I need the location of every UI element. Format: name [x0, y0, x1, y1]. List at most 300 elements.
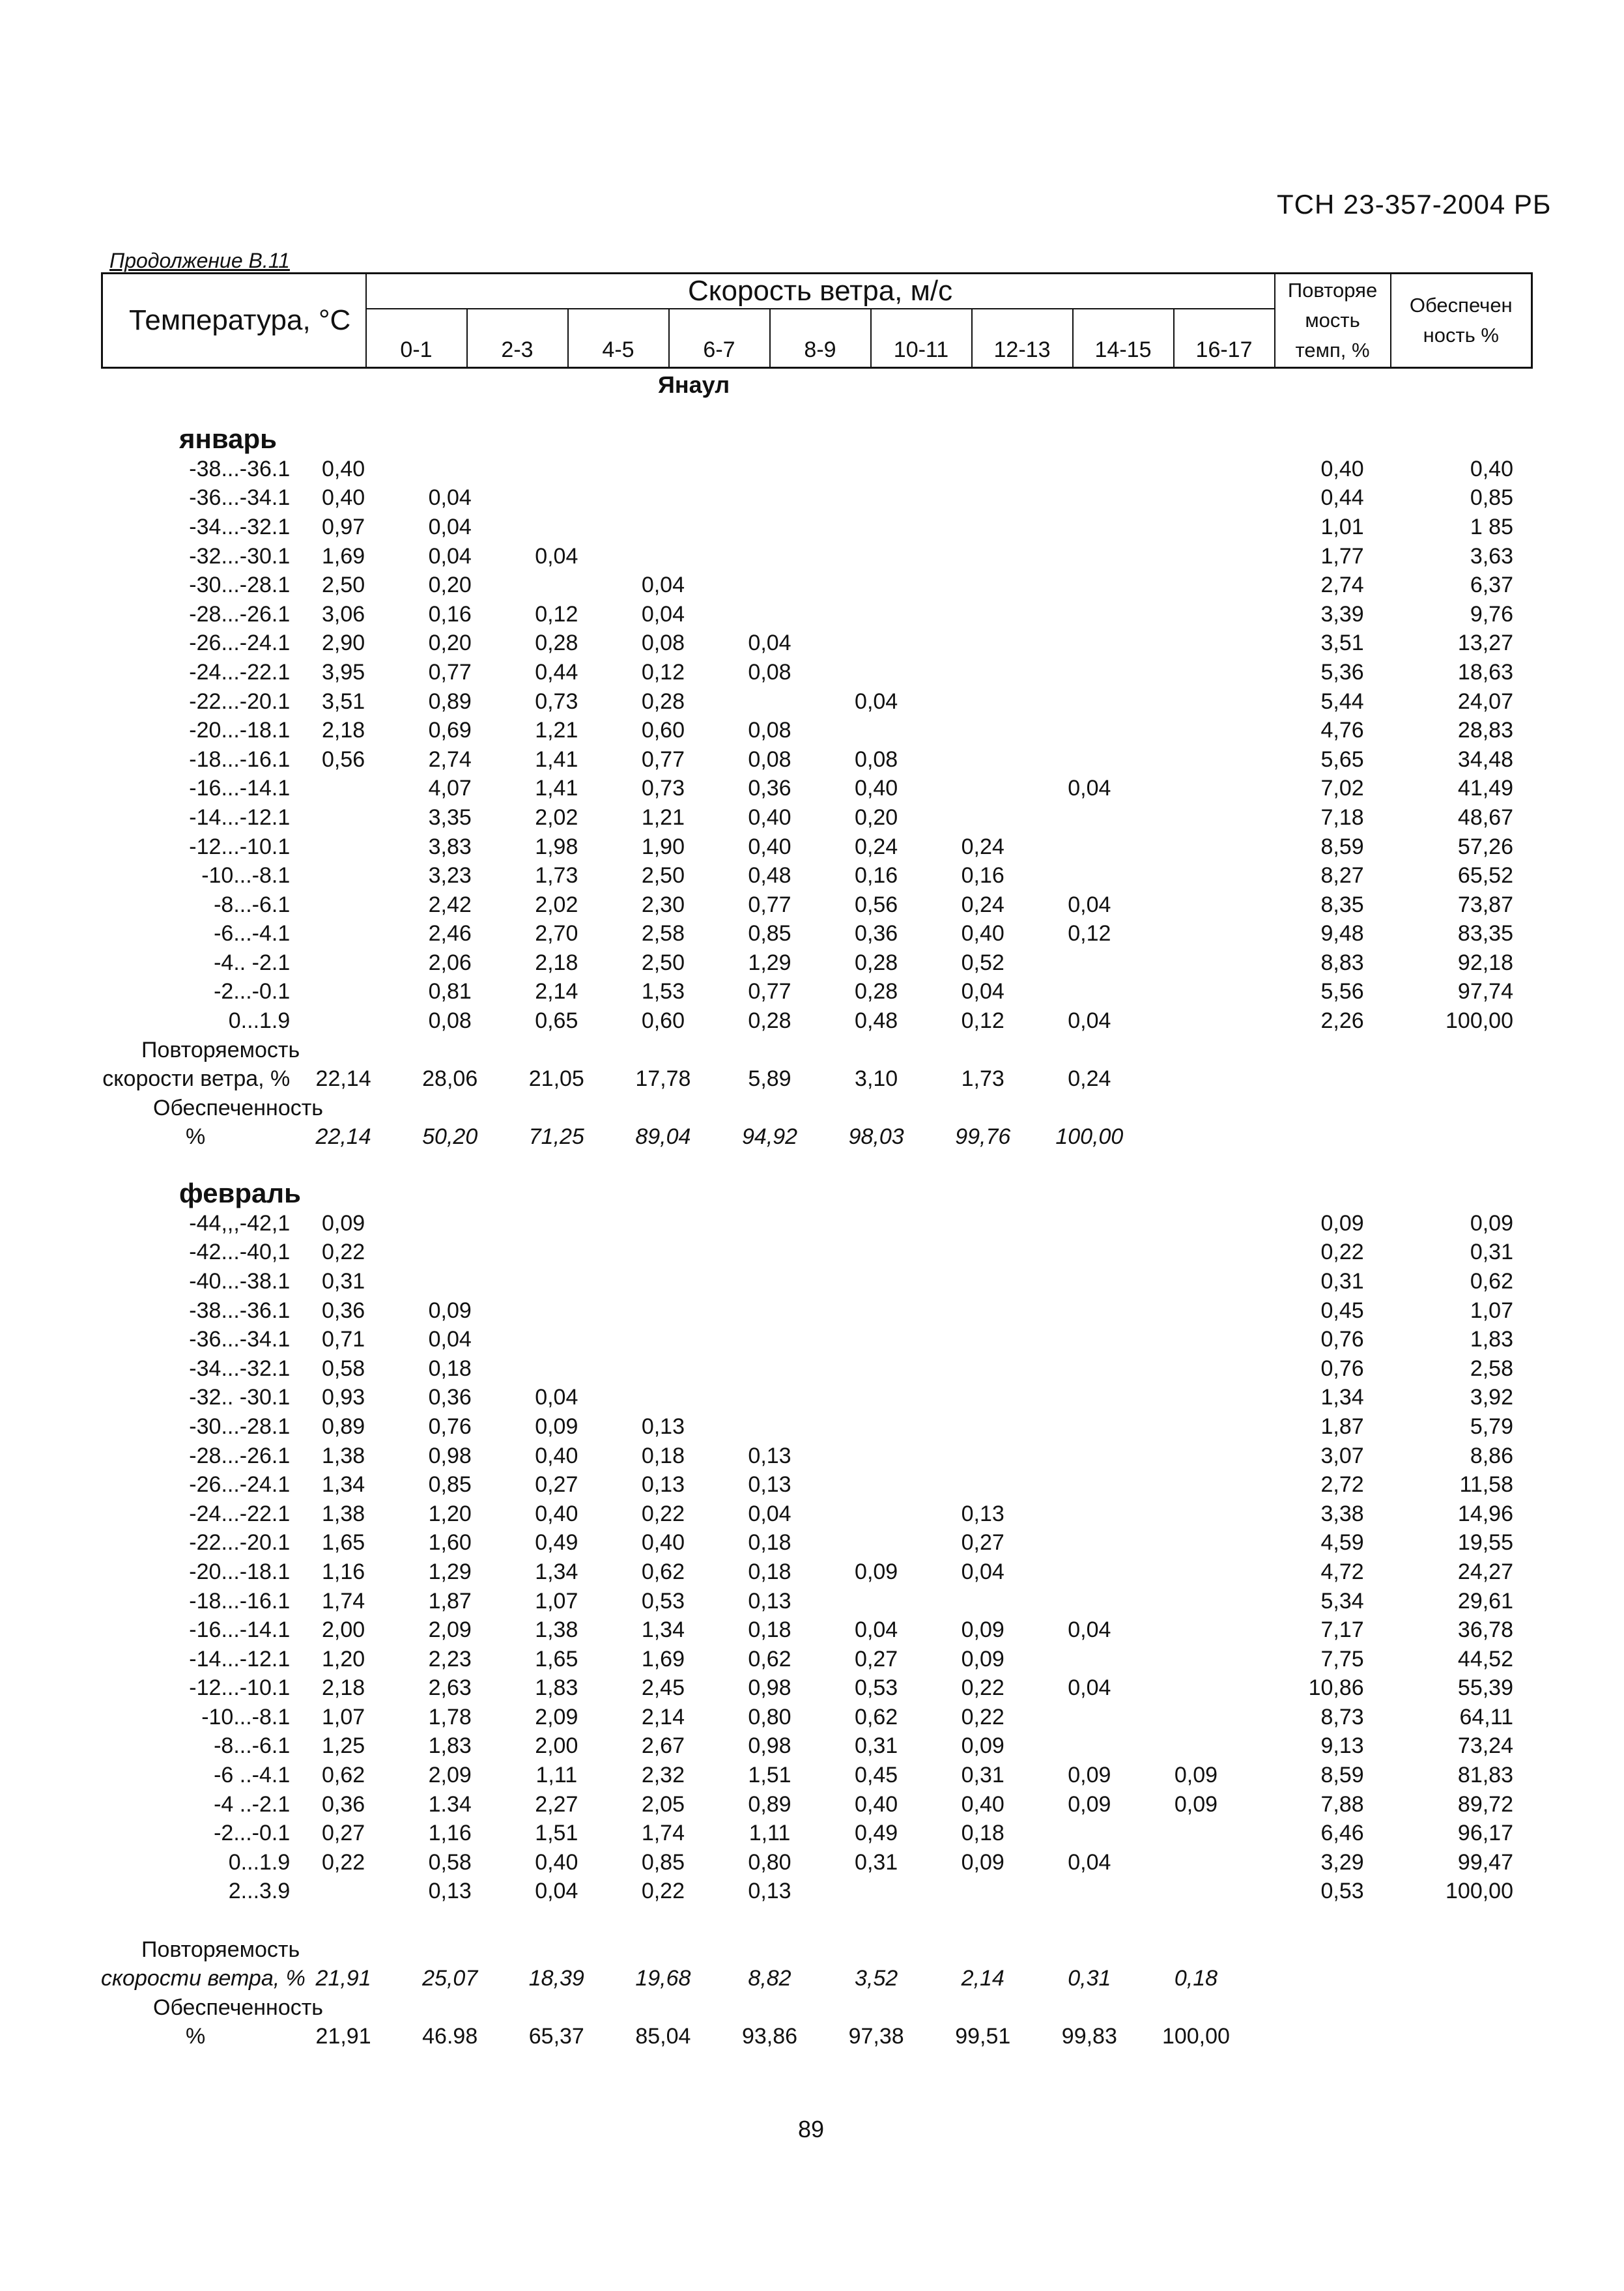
frequency-cell	[1143, 658, 1249, 687]
recurrence-summary-row	[101, 1964, 1521, 1993]
frequency-cell	[823, 1325, 930, 1354]
frequency-cell: 0,52	[961, 950, 1004, 975]
frequency-cell: 2,14	[535, 979, 578, 1004]
frequency-cell	[1143, 1442, 1249, 1471]
frequency-cell	[1143, 716, 1249, 745]
frequency-cell: 2,90	[321, 631, 365, 656]
recurrence-cell: 9,13	[1320, 1733, 1364, 1759]
speed-column-header: 6-7	[669, 309, 770, 367]
frequency-cell	[1143, 1267, 1249, 1296]
frequency-cell: 0,04	[428, 543, 472, 569]
frequency-cell	[1036, 1732, 1143, 1761]
temperature-range: -8...-6.1	[214, 892, 291, 917]
frequency-cell: 0,36	[428, 1385, 472, 1410]
recurrence-cell: 0,44	[1320, 485, 1364, 511]
recurrence-cell: 5,65	[1320, 747, 1364, 772]
frequency-cell: 2,30	[641, 892, 685, 917]
recurrence-summary-cell: 5,89	[748, 1066, 791, 1092]
temperature-range: -10...-8.1	[201, 863, 291, 889]
table-row	[101, 1238, 1521, 1268]
frequency-cell	[397, 1209, 504, 1238]
frequency-cell	[717, 571, 823, 600]
frequency-cell	[823, 629, 930, 659]
frequency-cell: 2,02	[535, 804, 578, 830]
frequency-cell	[1143, 1354, 1249, 1384]
table-row	[101, 1384, 1521, 1413]
frequency-cell: 0,13	[641, 1472, 685, 1498]
empty-cell	[1249, 1964, 1372, 1993]
frequency-cell	[610, 513, 717, 542]
frequency-cell	[1143, 1500, 1249, 1529]
frequency-cell: 0,22	[321, 1849, 365, 1875]
supply-summary-label: %	[186, 1124, 206, 1150]
frequency-cell: 0,24	[961, 834, 1004, 859]
frequency-cell: 2,09	[428, 1763, 472, 1788]
supply-summary-cell: 93,86	[741, 2024, 798, 2049]
supply-cell: 65,52	[1457, 863, 1513, 889]
frequency-cell: 0,40	[961, 921, 1004, 946]
frequency-cell	[290, 1877, 397, 1907]
speed-column-header: 10-11	[871, 309, 972, 367]
frequency-cell: 1,60	[428, 1530, 472, 1556]
supply-cell: 97,74	[1457, 979, 1513, 1004]
frequency-cell	[1143, 1006, 1249, 1036]
frequency-cell: 0,04	[535, 1385, 578, 1410]
frequency-cell: 2,23	[428, 1646, 472, 1672]
frequency-cell: 0,08	[428, 1008, 472, 1034]
frequency-cell: 0,27	[855, 1646, 898, 1672]
recurrence-cell: 8,27	[1320, 863, 1364, 889]
supply-summary-label: Обеспеченность	[153, 1095, 324, 1120]
frequency-cell	[1143, 1732, 1249, 1761]
january-table	[101, 423, 1521, 1152]
frequency-cell	[930, 1296, 1036, 1326]
table-row	[101, 455, 1521, 484]
recurrence-summary-cell: 21,91	[315, 1966, 371, 1991]
frequency-cell: 0,27	[321, 1821, 365, 1846]
table-row	[101, 1558, 1521, 1587]
frequency-cell	[397, 1238, 504, 1268]
frequency-cell: 1,34	[641, 1617, 685, 1643]
supply-cell: 81,83	[1457, 1763, 1513, 1788]
supply-cell: 0,09	[1470, 1210, 1513, 1236]
frequency-cell	[823, 542, 930, 571]
frequency-cell: 0,28	[748, 1008, 791, 1034]
supply-cell: 0,62	[1470, 1268, 1513, 1294]
frequency-cell: 0,09	[855, 1559, 898, 1584]
supply-cell: 44,52	[1457, 1646, 1513, 1672]
temperature-range: -32.. -30.1	[189, 1385, 291, 1410]
frequency-cell	[1143, 832, 1249, 862]
frequency-cell	[610, 1325, 717, 1354]
frequency-cell	[717, 1296, 823, 1326]
frequency-cell	[290, 1006, 397, 1036]
supply-summary-cell	[1143, 1123, 1249, 1152]
temperature-range: 0...1.9	[228, 1008, 291, 1034]
frequency-cell	[1036, 1384, 1143, 1413]
frequency-cell: 0,22	[641, 1501, 685, 1526]
month-title: январь	[179, 423, 277, 454]
frequency-cell	[930, 1354, 1036, 1384]
empty-cell	[1249, 1123, 1372, 1152]
frequency-cell: 0,40	[535, 1443, 578, 1468]
frequency-cell: 0,97	[321, 514, 365, 539]
frequency-cell: 2,14	[641, 1704, 685, 1729]
frequency-cell	[1143, 1674, 1249, 1703]
frequency-cell: 1,38	[321, 1501, 365, 1526]
temperature-range: -26...-24.1	[189, 631, 291, 656]
frequency-cell	[290, 861, 397, 890]
table-row	[101, 1645, 1521, 1674]
frequency-cell: 0,04	[1068, 776, 1111, 801]
recurrence-summary-cell: 28,06	[422, 1066, 478, 1092]
frequency-cell: 0,49	[535, 1530, 578, 1556]
frequency-cell: 0,08	[748, 659, 791, 685]
temperature-range: -8...-6.1	[214, 1733, 291, 1759]
temperature-range: -6...-4.1	[214, 921, 291, 946]
frequency-cell: 0,18	[641, 1443, 685, 1468]
table-row	[101, 1267, 1521, 1296]
frequency-cell: 0,16	[428, 601, 472, 627]
frequency-cell: 0,28	[535, 631, 578, 656]
frequency-cell: 1,65	[535, 1646, 578, 1672]
temperature-range: -32...-30.1	[189, 543, 291, 569]
frequency-cell	[717, 1384, 823, 1413]
frequency-cell: 1,21	[535, 718, 578, 743]
frequency-cell	[823, 716, 930, 745]
supply-cell: 11,58	[1459, 1472, 1513, 1498]
recurrence-summary-cell: 3,10	[855, 1066, 898, 1092]
supply-summary-row	[101, 1123, 1521, 1152]
frequency-cell: 0,24	[961, 892, 1004, 917]
frequency-cell	[823, 1267, 930, 1296]
recurrence-cell: 0,40	[1320, 456, 1364, 481]
frequency-cell: 1,90	[641, 834, 685, 859]
table-row	[101, 1354, 1521, 1384]
table-row	[101, 745, 1521, 775]
frequency-cell	[1143, 1296, 1249, 1326]
frequency-cell	[930, 803, 1036, 832]
frequency-cell: 0,13	[748, 1879, 791, 1904]
frequency-cell	[1143, 1877, 1249, 1907]
frequency-cell	[1143, 1470, 1249, 1500]
table-row	[101, 1848, 1521, 1877]
recurrence-cell: 0,53	[1320, 1879, 1364, 1904]
frequency-cell: 0,09	[1068, 1763, 1111, 1788]
frequency-cell	[1036, 861, 1143, 890]
frequency-cell: 2,45	[641, 1675, 685, 1701]
frequency-cell	[823, 1587, 930, 1616]
frequency-cell: 0,85	[428, 1472, 472, 1498]
supply-cell: 14,96	[1457, 1501, 1513, 1526]
table-row	[101, 658, 1521, 687]
frequency-cell: 0,04	[1068, 1675, 1111, 1701]
frequency-cell	[1036, 1558, 1143, 1587]
frequency-cell: 0,28	[641, 689, 685, 714]
recurrence-header: Повторяе мость темп, %	[1275, 274, 1391, 368]
frequency-cell	[1036, 658, 1143, 687]
frequency-cell	[717, 455, 823, 484]
frequency-cell: 0,22	[961, 1675, 1004, 1701]
frequency-cell	[1036, 687, 1143, 717]
frequency-cell: 2,63	[428, 1675, 472, 1701]
table-row	[101, 484, 1521, 513]
frequency-cell: 2,70	[535, 921, 578, 946]
frequency-cell: 0,31	[855, 1733, 898, 1759]
recurrence-summary-cell: 25,07	[422, 1966, 478, 1991]
frequency-cell: 2,50	[641, 950, 685, 975]
table-row	[101, 542, 1521, 571]
temperature-range: -36...-34.1	[189, 1327, 291, 1352]
supply-summary-label: Обеспеченность	[153, 1995, 324, 2020]
frequency-cell	[1036, 1442, 1143, 1471]
temperature-range: -4 ..-2.1	[214, 1791, 291, 1817]
recurrence-summary-cell: 21,05	[528, 1066, 584, 1092]
table-row	[101, 1674, 1521, 1703]
recurrence-summary-cell: 0,31	[1068, 1966, 1111, 1991]
frequency-cell: 0,93	[321, 1385, 365, 1410]
supply-summary-cell: 98,03	[848, 1124, 904, 1150]
frequency-cell: 1,16	[321, 1559, 365, 1584]
temperature-range: -20...-18.1	[189, 1559, 291, 1584]
frequency-cell: 0,73	[535, 689, 578, 714]
frequency-cell	[397, 455, 504, 484]
supply-summary-cell: 21,91	[315, 2024, 371, 2049]
temperature-range: -14...-12.1	[189, 804, 291, 830]
supply-summary-cell: 99,76	[955, 1124, 1011, 1150]
temperature-range: 2...3.9	[228, 1879, 291, 1904]
frequency-cell: 0,28	[855, 950, 898, 975]
frequency-cell	[1143, 1703, 1249, 1732]
frequency-cell: 0,77	[748, 979, 791, 1004]
table-row	[101, 1587, 1521, 1616]
supply-cell: 34,48	[1457, 747, 1513, 772]
supply-cell: 2,58	[1470, 1356, 1513, 1381]
recurrence-cell: 8,83	[1320, 950, 1364, 975]
table-row	[101, 1761, 1521, 1790]
supply-cell: 36,78	[1457, 1617, 1513, 1643]
recurrence-cell: 6,46	[1320, 1821, 1364, 1846]
supply-summary-cell: 46.98	[422, 2024, 478, 2049]
frequency-cell: 0,89	[748, 1791, 791, 1817]
frequency-cell: 0,13	[748, 1472, 791, 1498]
table-row	[101, 1703, 1521, 1732]
temperature-range: -36...-34.1	[189, 485, 291, 511]
supply-summary-cell: 50,20	[422, 1124, 478, 1150]
frequency-cell	[823, 1238, 930, 1268]
frequency-cell	[1036, 1819, 1143, 1848]
frequency-cell: 0,12	[535, 601, 578, 627]
frequency-cell: 0,08	[855, 747, 898, 772]
frequency-cell: 0,13	[961, 1501, 1004, 1526]
frequency-cell: 1,21	[641, 804, 685, 830]
recurrence-summary-label: Повторяемость	[141, 1937, 300, 1962]
frequency-cell: 0,31	[855, 1849, 898, 1875]
frequency-cell: 0,04	[855, 1617, 898, 1643]
frequency-cell: 0,22	[961, 1704, 1004, 1729]
frequency-cell: 1,74	[641, 1821, 685, 1846]
speed-column-header: 4-5	[568, 309, 669, 367]
supply-summary-cell: 100,00	[1055, 1124, 1124, 1150]
frequency-cell	[1143, 513, 1249, 542]
frequency-cell: 0,13	[748, 1443, 791, 1468]
frequency-cell	[1143, 1529, 1249, 1558]
frequency-cell: 2,50	[641, 863, 685, 889]
supply-cell: 24,07	[1457, 689, 1513, 714]
document-code: ТСН 23-357-2004 РБ	[1277, 189, 1552, 220]
frequency-cell	[1143, 455, 1249, 484]
frequency-cell: 0,12	[961, 1008, 1004, 1034]
table-row	[101, 1412, 1521, 1442]
frequency-cell	[1036, 716, 1143, 745]
recurrence-summary-label: скорости ветра, %	[102, 1066, 291, 1092]
frequency-cell: 0,80	[748, 1849, 791, 1875]
frequency-cell: 0,44	[535, 659, 578, 685]
supply-cell: 5,79	[1470, 1414, 1513, 1439]
frequency-cell	[1036, 1296, 1143, 1326]
frequency-cell: 0,31	[961, 1763, 1004, 1788]
frequency-cell: 0,53	[855, 1675, 898, 1701]
frequency-cell	[504, 455, 610, 484]
recurrence-cell: 7,17	[1320, 1617, 1364, 1643]
recurrence-summary-cell: 17,78	[635, 1066, 691, 1092]
frequency-cell: 0,58	[321, 1356, 365, 1381]
frequency-cell	[290, 890, 397, 920]
frequency-cell: 0,77	[641, 747, 685, 772]
frequency-cell: 0,04	[1068, 892, 1111, 917]
recurrence-cell: 1,77	[1320, 543, 1364, 569]
table-row	[101, 513, 1521, 542]
frequency-cell: 2,06	[428, 950, 472, 975]
frequency-cell: 0,60	[641, 718, 685, 743]
frequency-cell	[823, 1470, 930, 1500]
frequency-cell	[1036, 1703, 1143, 1732]
recurrence-cell: 3,51	[1320, 631, 1364, 656]
frequency-cell	[930, 571, 1036, 600]
temperature-range: -14...-12.1	[189, 1646, 291, 1672]
recurrence-cell: 7,88	[1320, 1791, 1364, 1817]
recurrence-cell: 2,26	[1320, 1008, 1364, 1034]
recurrence-cell: 3,39	[1320, 601, 1364, 627]
empty-cell	[1372, 2023, 1521, 2052]
frequency-cell: 0,09	[1174, 1763, 1218, 1788]
frequency-cell: 0,60	[641, 1008, 685, 1034]
recurrence-cell: 7,18	[1320, 804, 1364, 830]
frequency-cell: 0,18	[748, 1559, 791, 1584]
frequency-cell	[1036, 1877, 1143, 1907]
frequency-cell: 0,04	[961, 1559, 1004, 1584]
frequency-cell: 0,40	[855, 1791, 898, 1817]
frequency-cell: 2,58	[641, 921, 685, 946]
temperature-range: -18...-16.1	[189, 1588, 291, 1614]
frequency-cell	[504, 1209, 610, 1238]
frequency-cell: 0,40	[321, 485, 365, 511]
frequency-cell: 0,45	[855, 1763, 898, 1788]
frequency-cell	[930, 1325, 1036, 1354]
recurrence-cell: 0,76	[1320, 1327, 1364, 1352]
wind-speed-header: Скорость ветра, м/с	[366, 274, 1275, 309]
frequency-cell	[610, 1296, 717, 1326]
frequency-cell: 0,36	[748, 776, 791, 801]
frequency-cell	[610, 1354, 717, 1384]
supply-cell: 99,47	[1457, 1849, 1513, 1875]
frequency-cell	[504, 1296, 610, 1326]
frequency-cell: 0,36	[321, 1298, 365, 1323]
table-row	[101, 1877, 1521, 1907]
spacer	[101, 1906, 1521, 1935]
frequency-cell	[290, 948, 397, 978]
frequency-cell: 0,36	[855, 921, 898, 946]
frequency-cell: 0,09	[961, 1849, 1004, 1875]
temperature-range: -30...-28.1	[189, 1414, 291, 1439]
frequency-cell: 0,27	[535, 1472, 578, 1498]
supply-cell: 0,31	[1470, 1240, 1513, 1265]
frequency-cell	[930, 1267, 1036, 1296]
frequency-cell	[930, 1587, 1036, 1616]
recurrence-cell: 5,36	[1320, 659, 1364, 685]
frequency-cell: 0,08	[641, 631, 685, 656]
frequency-cell	[1143, 1558, 1249, 1587]
frequency-cell: 0,13	[641, 1414, 685, 1439]
frequency-cell: 1,29	[748, 950, 791, 975]
recurrence-cell: 4,72	[1320, 1559, 1364, 1584]
frequency-cell	[930, 775, 1036, 804]
frequency-cell: 0,04	[1068, 1008, 1111, 1034]
frequency-cell: 0,80	[748, 1704, 791, 1729]
frequency-cell	[504, 1325, 610, 1354]
frequency-cell	[1143, 1587, 1249, 1616]
frequency-cell	[717, 1238, 823, 1268]
frequency-cell: 0,09	[535, 1414, 578, 1439]
frequency-cell	[1143, 1412, 1249, 1442]
frequency-cell: 2,46	[428, 921, 472, 946]
supply-cell: 89,72	[1457, 1791, 1513, 1817]
temperature-range: -20...-18.1	[189, 718, 291, 743]
frequency-cell	[1143, 1848, 1249, 1877]
supply-cell: 3,92	[1470, 1385, 1513, 1410]
frequency-cell	[1036, 542, 1143, 571]
frequency-cell: 0,27	[961, 1530, 1004, 1556]
frequency-cell: 0,53	[641, 1588, 685, 1614]
february-table	[101, 1178, 1521, 2051]
frequency-cell	[1036, 1470, 1143, 1500]
table-row	[101, 1470, 1521, 1500]
recurrence-cell: 7,02	[1320, 776, 1364, 801]
frequency-cell	[1143, 803, 1249, 832]
frequency-cell: 0,98	[748, 1733, 791, 1759]
frequency-cell: 0,04	[428, 514, 472, 539]
temperature-range: -34...-32.1	[189, 514, 291, 539]
supply-summary-cell: 71,25	[528, 1124, 584, 1150]
frequency-cell: 0,09	[961, 1733, 1004, 1759]
frequency-cell	[1143, 920, 1249, 949]
frequency-cell	[930, 513, 1036, 542]
frequency-cell: 2,00	[321, 1617, 365, 1643]
recurrence-summary-cell: 3,52	[855, 1966, 898, 1991]
frequency-cell	[1143, 1645, 1249, 1674]
frequency-cell: 2,42	[428, 892, 472, 917]
recurrence-summary-cell: 1,73	[961, 1066, 1004, 1092]
frequency-cell	[1036, 803, 1143, 832]
month-title: февраль	[179, 1178, 301, 1208]
frequency-cell: 0,56	[855, 892, 898, 917]
frequency-cell	[504, 1238, 610, 1268]
frequency-cell: 0,13	[428, 1879, 472, 1904]
frequency-cell	[1143, 745, 1249, 775]
frequency-cell: 0,08	[748, 747, 791, 772]
frequency-cell: 0,31	[321, 1268, 365, 1294]
frequency-cell: 0,36	[321, 1791, 365, 1817]
